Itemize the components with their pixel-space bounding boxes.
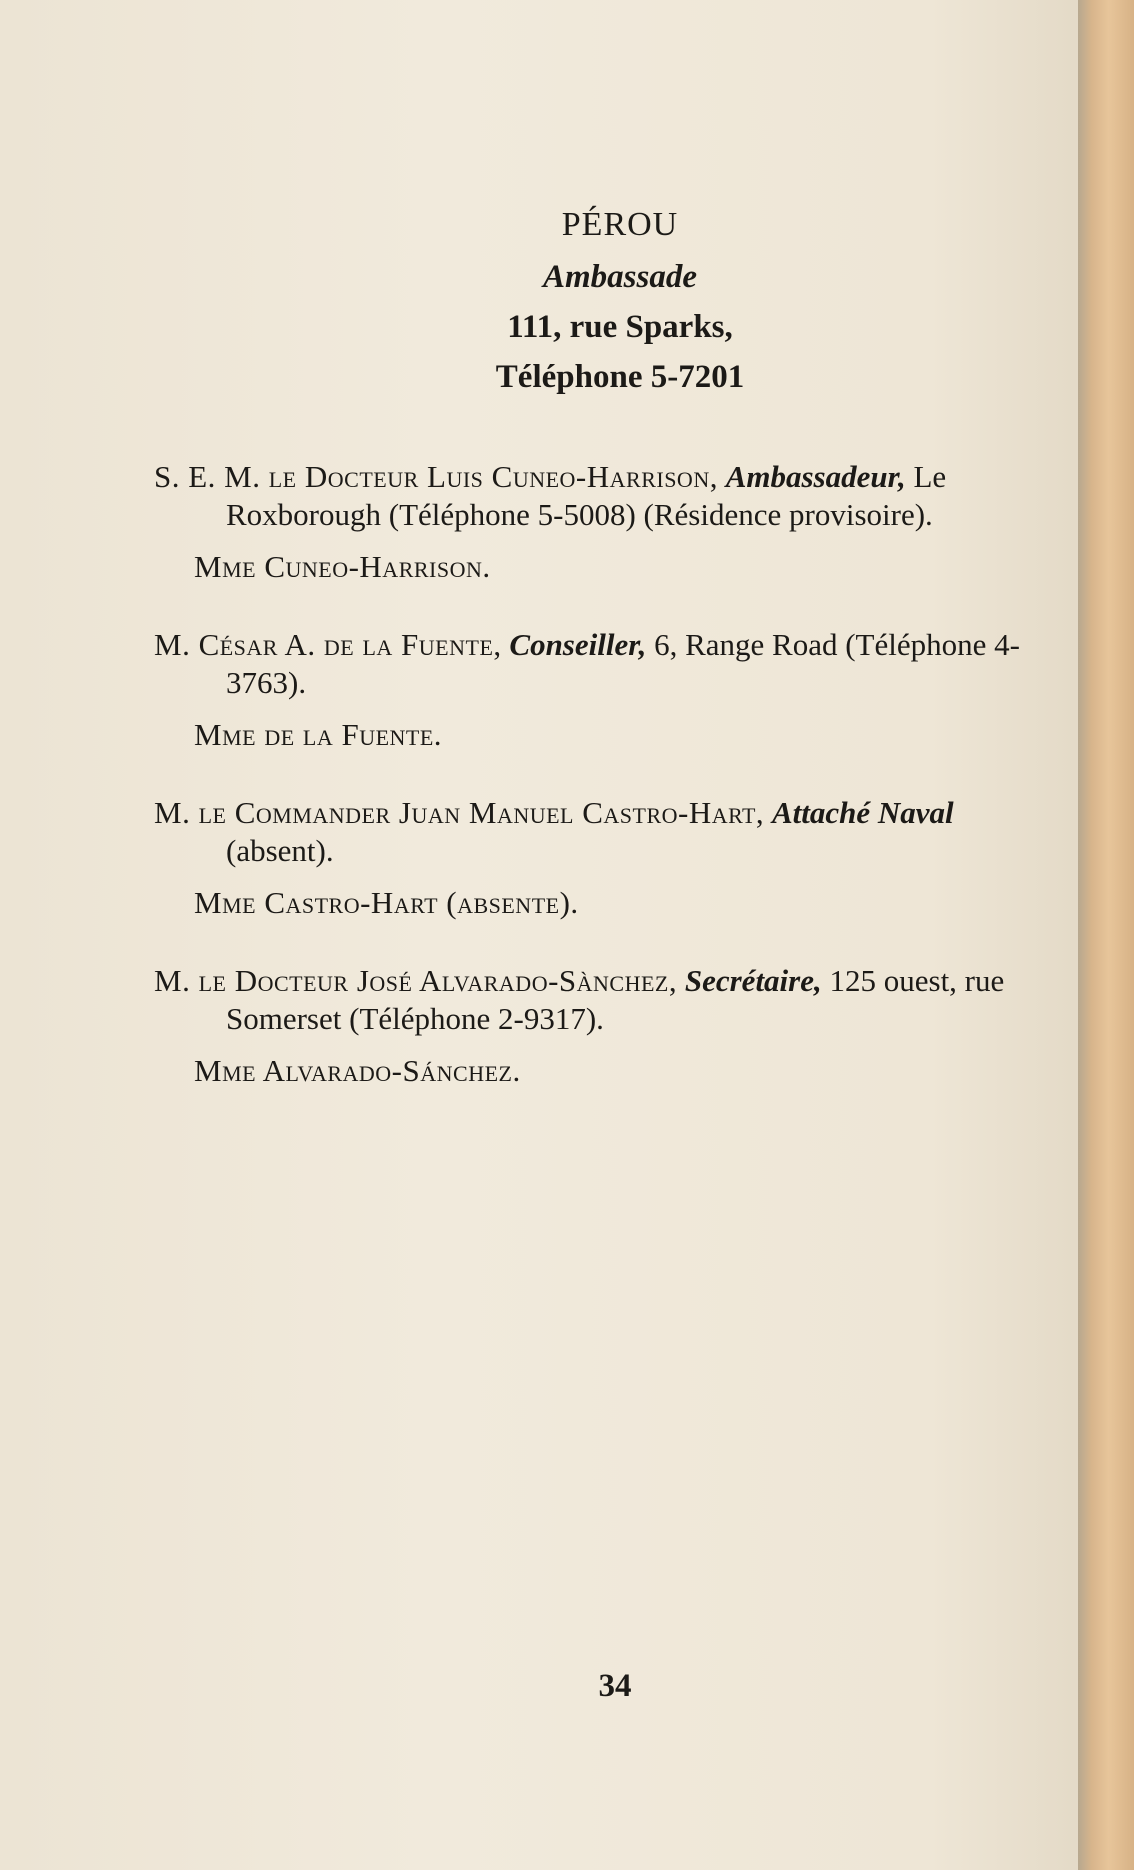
staff-name: M. le Commander Juan Manuel Castro-Hart,: [154, 795, 765, 830]
staff-details: 6, Range Road (Téléphone 4-3763).: [226, 627, 1020, 700]
embassy-address: 111, rue Sparks,: [507, 309, 733, 345]
staff-details: (absent).: [226, 833, 334, 868]
spouse-name: Mme Cuneo-Harrison.: [194, 549, 491, 584]
staff-role: Ambassadeur,: [725, 459, 906, 494]
staff-details: Le Roxborough (Téléphone 5-5008) (Résidence provisoire).: [226, 459, 947, 532]
spouse-name: Mme Castro-Hart (absente).: [194, 885, 579, 920]
country-heading: PÉROU: [561, 206, 679, 243]
staff-entry: [154, 794, 1064, 870]
header: [0, 200, 1134, 402]
staff-entry: [154, 962, 1064, 1038]
staff-name: S. E. M. le Docteur Luis Cuneo-Harrison,: [154, 459, 718, 494]
staff-name: M. le Docteur José Alvarado-Sànchez,: [154, 963, 678, 998]
embassy-telephone: Téléphone 5-7201: [495, 359, 745, 395]
staff-details: 125 ouest, rue Somerset (Téléphone 2-9317).: [226, 963, 1005, 1036]
staff-role: Attaché Naval: [771, 795, 954, 830]
spouse-name: Mme de la Fuente.: [194, 717, 443, 752]
staff-list: [154, 458, 1064, 1130]
staff-entry: [154, 458, 1064, 534]
embassy-subtitle: Ambassade: [542, 259, 697, 295]
spouse-name: Mme Alvarado-Sánchez.: [194, 1053, 521, 1088]
staff-name: M. César A. de la Fuente,: [154, 627, 502, 662]
staff-entry: [154, 626, 1064, 702]
page-number: 34: [598, 1668, 632, 1704]
staff-role: Conseiller,: [509, 627, 647, 662]
staff-role: Secrétaire,: [684, 963, 822, 998]
